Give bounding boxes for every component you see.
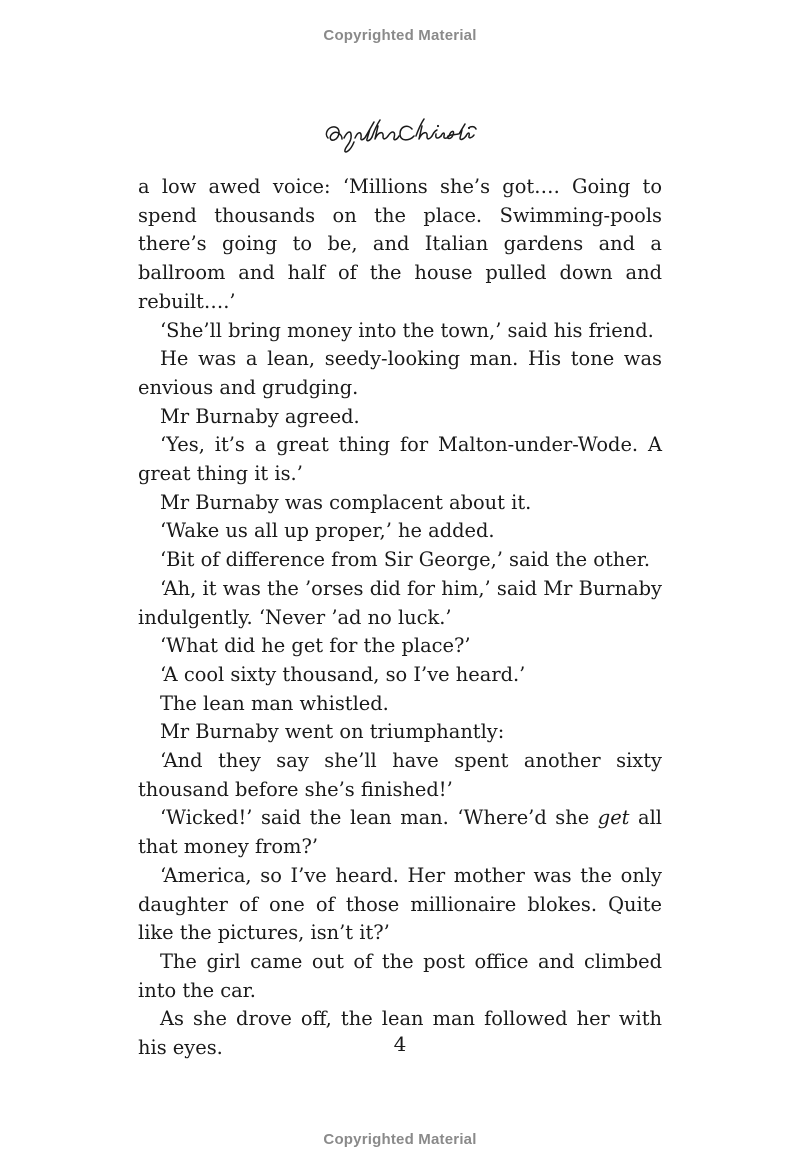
paragraph: ‘Ah, it was the ’orses did for him,’ said Mr Burnaby indulgently. ‘Never ’ad no luck.’ [138, 576, 662, 629]
paragraph-text-after: all that money from?’ [138, 806, 662, 859]
paragraph: Mr Burnaby was complacent about it. [160, 490, 532, 514]
paragraph: Mr Burnaby agreed. [160, 404, 360, 428]
page-number: 4 [393, 1032, 407, 1056]
paragraph: The lean man whistled. [160, 691, 389, 715]
paragraph: ‘A cool sixty thousand, so I’ve heard.’ [160, 662, 526, 686]
paragraph: ‘She’ll bring money into the town,’ said his friend. [160, 318, 654, 342]
paragraph-text-before: ‘Wicked!’ said the lean man. ‘Where’d she [160, 806, 598, 830]
paragraph-with-emphasis [138, 804, 662, 861]
paragraph: He was a lean, seedy-looking man. His tone was envious and grudging. [138, 347, 662, 399]
paragraph: ‘Bit of difference from Sir George,’ said the other. [160, 548, 651, 572]
watermark-top: Copyrighted Material [323, 27, 477, 44]
paragraph-continuation: a low awed voice: ‘Millions she’s got…. Going to spend thousands on the place. Swimming-pools there’s going to be, and Italian gardens and a ballroom and half of the house pulled down and rebuilt….’ [138, 175, 662, 313]
paragraph: Mr Burnaby went on triumphantly: [160, 720, 505, 744]
author-signature-logo [320, 112, 480, 156]
book-body-text [138, 173, 662, 1063]
paragraph: ‘America, so I’ve heard. Her mother was the only daughter of one of those millionaire blokes. Quite like the pictures, isn’t it?’ [138, 863, 662, 945]
paragraph: ‘Wake us all up proper,’ he added. [160, 519, 495, 543]
watermark-bottom: Copyrighted Material [323, 1131, 477, 1148]
paragraph: As she drove off, the lean man followed her with his eyes. [138, 1007, 662, 1060]
paragraph: ‘And they say she’ll have spent another sixty thousand before she’s finished!’ [138, 749, 662, 801]
paragraph: The girl came out of the post office and climbed into the car. [138, 949, 662, 1002]
emphasized-word: get [597, 806, 630, 830]
signature-icon [320, 112, 480, 156]
paragraph: ‘Yes, it’s a great thing for Malton-under-Wode. A great thing it is.’ [138, 433, 662, 486]
paragraph: ‘What did he get for the place?’ [160, 634, 471, 658]
